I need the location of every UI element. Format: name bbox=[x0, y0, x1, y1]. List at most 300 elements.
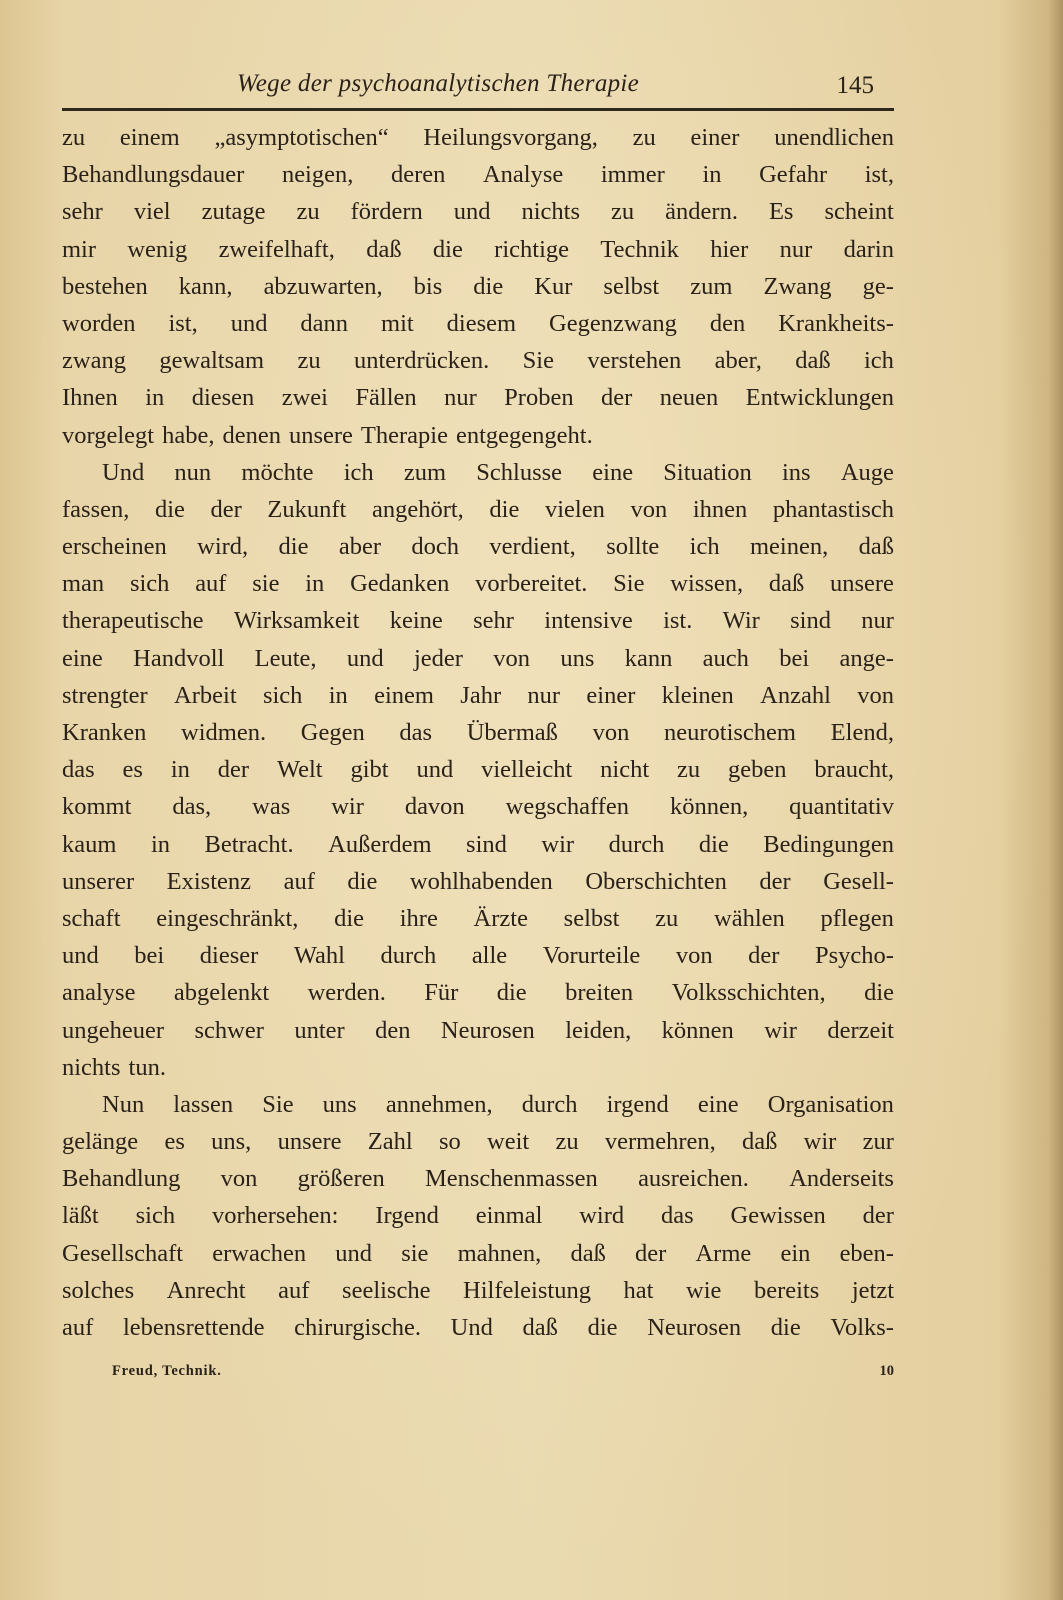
word: Menschenmassen bbox=[424, 1165, 598, 1193]
text-line bbox=[62, 491, 894, 528]
word: daß bbox=[522, 1314, 558, 1341]
word: lebensrettende bbox=[122, 1314, 265, 1341]
word: ist, bbox=[168, 309, 198, 337]
word: ins bbox=[782, 458, 811, 486]
word: wir bbox=[764, 1016, 797, 1044]
word: wir bbox=[541, 830, 575, 858]
text-line bbox=[62, 1160, 894, 1197]
word: von bbox=[493, 644, 531, 672]
word: selbst bbox=[563, 904, 620, 932]
word: chirurgische. bbox=[294, 1314, 421, 1341]
word: Hilfeleistung bbox=[463, 1276, 591, 1304]
word: die bbox=[347, 867, 378, 895]
word: ihre bbox=[399, 904, 438, 932]
text-line bbox=[62, 379, 894, 416]
word: wird bbox=[579, 1202, 625, 1230]
page-footer bbox=[112, 1363, 894, 1387]
word: lassen bbox=[173, 1090, 234, 1118]
word: die bbox=[473, 272, 504, 300]
word: aber bbox=[338, 533, 382, 561]
word: vermehren, bbox=[604, 1128, 716, 1156]
word: leiden, bbox=[565, 1016, 632, 1044]
word: zu bbox=[611, 198, 635, 226]
word: Krankheits- bbox=[778, 309, 894, 337]
text-line bbox=[62, 826, 894, 863]
word: Therapie bbox=[360, 421, 448, 449]
word: zu bbox=[632, 124, 656, 151]
word: ich bbox=[863, 347, 894, 375]
footer-sheet-number: 10 bbox=[879, 1363, 894, 1379]
text-line bbox=[62, 751, 894, 788]
word: dann bbox=[300, 309, 349, 337]
word: in bbox=[305, 570, 325, 598]
word: von bbox=[220, 1165, 258, 1193]
word: weit bbox=[487, 1128, 530, 1156]
word: erscheinen bbox=[62, 533, 167, 561]
word: die bbox=[154, 495, 185, 523]
word: ihnen bbox=[692, 495, 748, 523]
word: einer bbox=[690, 124, 740, 151]
word: können bbox=[661, 1016, 734, 1044]
footer-signature: Freud, Technik. bbox=[112, 1363, 222, 1379]
word: und bbox=[335, 1239, 373, 1267]
word: wissen, bbox=[670, 570, 744, 598]
word: so bbox=[438, 1128, 461, 1156]
word: zutage bbox=[201, 198, 266, 226]
text-line bbox=[62, 1272, 894, 1309]
word: wegschaffen bbox=[505, 793, 629, 821]
text-line bbox=[62, 342, 894, 379]
word: auf bbox=[278, 1276, 310, 1304]
word: Neurosen bbox=[440, 1016, 535, 1044]
word: wir bbox=[331, 793, 364, 821]
word: in bbox=[328, 681, 348, 709]
word: daß bbox=[366, 235, 402, 263]
paragraph bbox=[62, 454, 894, 1086]
word: die bbox=[864, 979, 894, 1007]
running-head bbox=[62, 68, 894, 111]
word: einem bbox=[374, 681, 434, 709]
word: doch bbox=[411, 533, 460, 561]
word: daß bbox=[742, 1128, 778, 1156]
text-line bbox=[62, 231, 894, 268]
text-line bbox=[62, 974, 894, 1011]
word: Irgend bbox=[375, 1202, 439, 1230]
word: irgend bbox=[606, 1090, 669, 1118]
text-line bbox=[62, 1235, 894, 1272]
word: mahnen, bbox=[457, 1239, 542, 1267]
word: schwer bbox=[194, 1016, 264, 1044]
word: ändern. bbox=[665, 198, 738, 226]
word: sie bbox=[252, 570, 280, 598]
word: Handvoll bbox=[133, 644, 225, 672]
word: und bbox=[62, 942, 99, 970]
word: Zahl bbox=[367, 1128, 413, 1156]
word: Wahl bbox=[293, 942, 345, 970]
word: gibt bbox=[350, 756, 389, 784]
word: die bbox=[587, 1314, 618, 1341]
word: angehört, bbox=[371, 495, 464, 523]
word: der bbox=[862, 1202, 894, 1230]
word: therapeutische bbox=[62, 607, 204, 635]
word: die bbox=[698, 830, 729, 858]
word: diesem bbox=[446, 309, 517, 337]
word: sich bbox=[135, 1202, 176, 1230]
paragraph bbox=[62, 1086, 894, 1346]
word: Betracht. bbox=[204, 830, 294, 858]
word: auch bbox=[702, 644, 749, 672]
word: eben- bbox=[839, 1239, 894, 1267]
word: vielleicht bbox=[481, 756, 573, 784]
word: zum bbox=[403, 458, 447, 486]
word: Und bbox=[450, 1314, 493, 1341]
word: von bbox=[857, 681, 894, 709]
word: einem bbox=[119, 124, 180, 151]
word: möchte bbox=[241, 458, 314, 486]
word: eine bbox=[592, 458, 634, 486]
word: sie bbox=[401, 1239, 429, 1267]
word: daß bbox=[858, 533, 894, 561]
word: Situation bbox=[663, 458, 752, 486]
text-line bbox=[62, 193, 894, 230]
word: eine bbox=[62, 644, 103, 672]
word: der bbox=[759, 867, 791, 895]
word: bereits bbox=[753, 1276, 820, 1304]
word: analyse bbox=[62, 979, 136, 1007]
word: unsere bbox=[829, 570, 894, 598]
word: eine bbox=[697, 1090, 739, 1118]
word: und bbox=[453, 198, 491, 226]
word: derzeit bbox=[827, 1016, 894, 1044]
word: Gedanken bbox=[350, 570, 450, 598]
word: größeren bbox=[297, 1165, 385, 1193]
word: widmen. bbox=[181, 719, 267, 746]
word: verdient, bbox=[489, 533, 576, 561]
word: Technik bbox=[600, 235, 679, 263]
word: Oberschichten bbox=[585, 867, 727, 895]
word: Volksschichten, bbox=[671, 979, 826, 1007]
word: Anderseits bbox=[789, 1165, 894, 1193]
word: uns bbox=[322, 1090, 357, 1118]
word: Gegen bbox=[300, 719, 365, 746]
word: Neurosen bbox=[647, 1314, 742, 1341]
text-line bbox=[62, 714, 894, 751]
word: Sie bbox=[613, 570, 645, 598]
word: darin bbox=[843, 235, 894, 263]
word: zu bbox=[655, 904, 679, 932]
word: Kur bbox=[534, 272, 573, 300]
word: worden bbox=[62, 309, 136, 337]
word: zu bbox=[555, 1128, 579, 1156]
word: strengter bbox=[62, 681, 148, 709]
word: wohlhabenden bbox=[409, 867, 553, 895]
word: einer bbox=[586, 681, 636, 709]
word: Entwicklungen bbox=[745, 384, 894, 412]
word: uns bbox=[560, 644, 595, 672]
word: braucht, bbox=[814, 756, 894, 784]
word: kaum bbox=[62, 830, 117, 858]
word: erwachen bbox=[212, 1239, 307, 1267]
word: auf bbox=[195, 570, 227, 598]
word: zwei bbox=[281, 384, 328, 412]
text-line bbox=[62, 1086, 894, 1123]
text-line bbox=[62, 1123, 894, 1160]
word: gelänge bbox=[62, 1128, 139, 1156]
word: ist, bbox=[864, 161, 894, 189]
word: Zwang bbox=[763, 272, 832, 300]
word: Gegenzwang bbox=[549, 309, 677, 337]
text-line bbox=[62, 1197, 894, 1234]
word: Anrecht bbox=[166, 1276, 246, 1304]
word: die bbox=[770, 1314, 801, 1341]
word: kommt bbox=[62, 793, 132, 821]
word: wählen bbox=[714, 904, 785, 932]
word: der bbox=[210, 495, 242, 523]
word: Gesell- bbox=[823, 867, 894, 895]
word: aber, bbox=[714, 347, 762, 375]
word: sich bbox=[262, 681, 303, 709]
word: die bbox=[278, 533, 309, 561]
word: unterdrücken. bbox=[353, 347, 490, 375]
word: fassen, bbox=[62, 495, 130, 523]
word: nun bbox=[174, 458, 212, 486]
word: in bbox=[150, 830, 170, 858]
word: daß bbox=[570, 1239, 606, 1267]
word: durch bbox=[608, 830, 665, 858]
text-line bbox=[62, 863, 894, 900]
word: Gesellschaft bbox=[62, 1239, 184, 1267]
word: Sie bbox=[522, 347, 554, 375]
word: Existenz bbox=[166, 867, 252, 895]
word: abzuwarten, bbox=[263, 272, 383, 300]
word: fördern bbox=[350, 198, 423, 226]
text-line bbox=[62, 602, 894, 639]
word: von bbox=[675, 942, 713, 970]
word: Wirksamkeit bbox=[233, 607, 360, 635]
word: Es bbox=[768, 198, 794, 226]
word: die bbox=[334, 904, 365, 932]
word: vorgelegt bbox=[62, 421, 155, 449]
word: wird, bbox=[197, 533, 249, 561]
word: und bbox=[416, 756, 454, 784]
word: bestehen bbox=[62, 272, 148, 300]
word: Schlusse bbox=[476, 458, 563, 486]
word: Organisation bbox=[767, 1090, 894, 1118]
word: kann, bbox=[178, 272, 233, 300]
word: es bbox=[122, 756, 143, 784]
word: uns, bbox=[211, 1128, 252, 1156]
word: Bedingungen bbox=[763, 830, 894, 858]
word: zwang bbox=[62, 347, 126, 375]
word: keine bbox=[389, 607, 443, 635]
word: davon bbox=[404, 793, 465, 821]
text-line bbox=[62, 788, 894, 825]
word: die bbox=[432, 235, 463, 263]
word: Übermaß bbox=[466, 719, 558, 746]
word: nichts bbox=[521, 198, 581, 226]
word: denen bbox=[222, 421, 281, 449]
paragraph bbox=[62, 119, 894, 454]
word: ausreichen. bbox=[638, 1165, 749, 1193]
word: nur bbox=[861, 607, 894, 635]
word: verstehen bbox=[587, 347, 682, 375]
word: sollte bbox=[606, 533, 660, 561]
word: unserer bbox=[62, 867, 135, 895]
word: der bbox=[601, 384, 633, 412]
word: schaft bbox=[62, 904, 121, 932]
text-line bbox=[62, 565, 894, 602]
text-line bbox=[62, 119, 894, 156]
word: solches bbox=[62, 1276, 135, 1304]
word: Arbeit bbox=[174, 681, 237, 709]
word: läßt bbox=[62, 1202, 99, 1230]
word: breiten bbox=[565, 979, 634, 1007]
word: und bbox=[346, 644, 384, 672]
text-line bbox=[62, 1309, 894, 1346]
body-text bbox=[62, 119, 894, 1346]
word: ein bbox=[780, 1239, 811, 1267]
word: Anzahl bbox=[760, 681, 831, 709]
word: in bbox=[145, 384, 165, 412]
word: sind bbox=[790, 607, 831, 635]
word: Und bbox=[102, 458, 145, 486]
word: es bbox=[164, 1128, 185, 1156]
text-line bbox=[62, 900, 894, 937]
word: können, bbox=[669, 793, 749, 821]
word: ge- bbox=[862, 272, 894, 300]
word: das bbox=[661, 1202, 694, 1230]
word: von bbox=[592, 719, 630, 746]
word: sehr bbox=[62, 198, 103, 226]
word: von bbox=[630, 495, 668, 523]
word: Ihnen bbox=[62, 384, 118, 412]
word: und bbox=[230, 309, 268, 337]
text-line bbox=[62, 305, 894, 342]
word: zweifelhaft, bbox=[218, 235, 335, 263]
word: Elend, bbox=[830, 719, 894, 746]
word: sind bbox=[466, 830, 507, 858]
text-line bbox=[62, 417, 894, 454]
word: Welt bbox=[276, 756, 323, 784]
word: neurotischem bbox=[664, 719, 796, 746]
word: habe, bbox=[162, 421, 215, 449]
text-line bbox=[62, 268, 894, 305]
word: nur bbox=[779, 235, 813, 263]
word: durch bbox=[380, 942, 437, 970]
word: Auge bbox=[840, 458, 894, 486]
word: bis bbox=[413, 272, 443, 300]
word: Leute, bbox=[254, 644, 317, 672]
word: unsere bbox=[277, 1128, 342, 1156]
word: mir bbox=[62, 235, 97, 263]
word: kleinen bbox=[661, 681, 734, 709]
word: kann bbox=[624, 644, 673, 672]
word: das bbox=[62, 756, 95, 784]
word: diesen bbox=[191, 384, 255, 412]
word: wenig bbox=[127, 235, 188, 263]
word: Behandlung bbox=[62, 1165, 181, 1193]
word: Heilungsvorgang, bbox=[423, 124, 598, 151]
word: Analyse bbox=[482, 161, 564, 189]
word: Zukunft bbox=[267, 495, 347, 523]
word: vorbereitet. bbox=[475, 570, 588, 598]
word: die bbox=[496, 979, 527, 1007]
word: sich bbox=[129, 570, 170, 598]
word: neigen, bbox=[281, 161, 354, 189]
word: Außerdem bbox=[328, 830, 432, 858]
word: neuen bbox=[659, 384, 719, 412]
text-line bbox=[62, 156, 894, 193]
word: viel bbox=[133, 198, 171, 226]
word: zur bbox=[862, 1128, 894, 1156]
word: bei bbox=[779, 644, 810, 672]
word: ich bbox=[343, 458, 374, 486]
word: in bbox=[702, 161, 722, 189]
text-line bbox=[62, 677, 894, 714]
word: quantitativ bbox=[789, 793, 894, 821]
word: Fällen bbox=[355, 384, 417, 412]
word: meinen, bbox=[749, 533, 829, 561]
text-line bbox=[62, 937, 894, 974]
word: die bbox=[489, 495, 520, 523]
word: zum bbox=[690, 272, 733, 300]
word: ist. bbox=[663, 607, 693, 635]
word: daß bbox=[795, 347, 831, 375]
word: tun. bbox=[128, 1053, 166, 1081]
word: unter bbox=[294, 1016, 345, 1044]
word: ungeheuer bbox=[62, 1016, 165, 1044]
running-title: Wege der psychoanalytischen Therapie bbox=[236, 70, 640, 97]
word: ange- bbox=[839, 644, 894, 672]
word: Nun bbox=[102, 1090, 145, 1118]
word: entgegengeht. bbox=[455, 421, 593, 449]
word: nicht bbox=[600, 756, 650, 784]
word: der bbox=[635, 1239, 667, 1267]
word: auf bbox=[283, 867, 315, 895]
word: gewaltsam bbox=[159, 347, 265, 375]
word: durch bbox=[521, 1090, 578, 1118]
word: zu bbox=[62, 124, 86, 151]
word: bei bbox=[134, 942, 165, 970]
text-line bbox=[62, 1012, 894, 1049]
word: Sie bbox=[262, 1090, 294, 1118]
word: pflegen bbox=[820, 904, 894, 932]
word: Gefahr bbox=[759, 161, 828, 189]
word: den bbox=[709, 309, 746, 337]
word: Kranken bbox=[62, 719, 147, 746]
word: seelische bbox=[342, 1276, 431, 1304]
word: scheint bbox=[824, 198, 894, 226]
word: daß bbox=[768, 570, 805, 598]
word: werden. bbox=[307, 979, 386, 1007]
word: Psycho- bbox=[814, 942, 894, 970]
word: Ärzte bbox=[473, 904, 528, 932]
word: wie bbox=[686, 1276, 722, 1304]
word: hat bbox=[623, 1276, 654, 1304]
word: geben bbox=[728, 756, 787, 784]
word: vielen bbox=[544, 495, 605, 523]
word: der bbox=[217, 756, 250, 784]
word: einmal bbox=[475, 1202, 543, 1230]
word: abgelenkt bbox=[173, 979, 270, 1007]
word: Für bbox=[424, 979, 459, 1007]
page-number: 145 bbox=[836, 72, 874, 99]
word: annehmen, bbox=[385, 1090, 493, 1118]
text-line bbox=[62, 1049, 894, 1086]
word: Arme bbox=[695, 1239, 752, 1267]
word: mit bbox=[381, 309, 414, 337]
word: hier bbox=[710, 235, 749, 263]
